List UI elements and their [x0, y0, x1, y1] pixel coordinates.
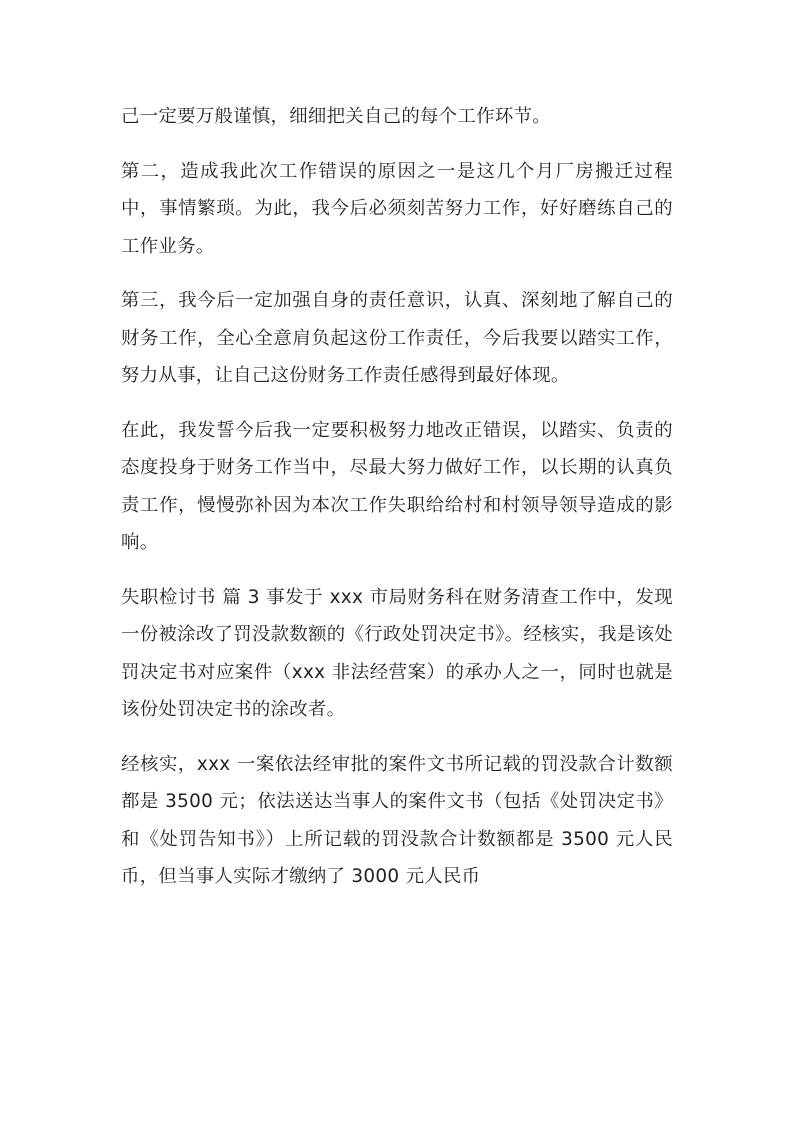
paragraph-3: 第三，我今后一定加强自身的责任意识，认真、深刻地了解自己的财务工作，全心全意肩负起这份工作责任，今后我要以踏实工作，努力从事，让自己这份财务工作责任感得到最好体现。 [121, 290, 673, 386]
document-body [121, 98, 673, 896]
paragraph-2: 第二，造成我此次工作错误的原因之一是这几个月厂房搬迁过程中，事情繁琐。为此，我今后必须刻苦努力工作，好好磨练自己的工作业务。 [121, 160, 673, 257]
paragraph-4: 在此，我发誓今后我一定要积极努力地改正错误，以踏实、负责的态度投身于财务工作当中，尽最大努力做好工作，以长期的认真负责工作，慢慢弥补因为本次工作失职给给村和村领导领导造成的影响。 [121, 419, 673, 553]
paragraph-6: 经核实，xxx 一案依法经审批的案件文书所记载的罚没款合计数额都是 3500 元；依法送达当事人的案件文书（包括《处罚决定书》和《处罚告知书》）上所记载的罚没款合计数额都是 3500 元人民币，但当事人实际才缴纳了 3000 元人民币 [121, 753, 673, 887]
paragraph-5: 失职检讨书 篇 3 事发于 xxx 市局财务科在财务清查工作中，发现一份被涂改了罚没款数额的《行政处罚决定书》。经核实，我是该处罚决定书对应案件（xxx 非法经营案）的承办人之一，同时也就是该份处罚决定书的涂改者。 [121, 586, 673, 720]
paragraph-1: 己一定要万般谨慎，细细把关自己的每个工作环节。 [121, 106, 551, 127]
